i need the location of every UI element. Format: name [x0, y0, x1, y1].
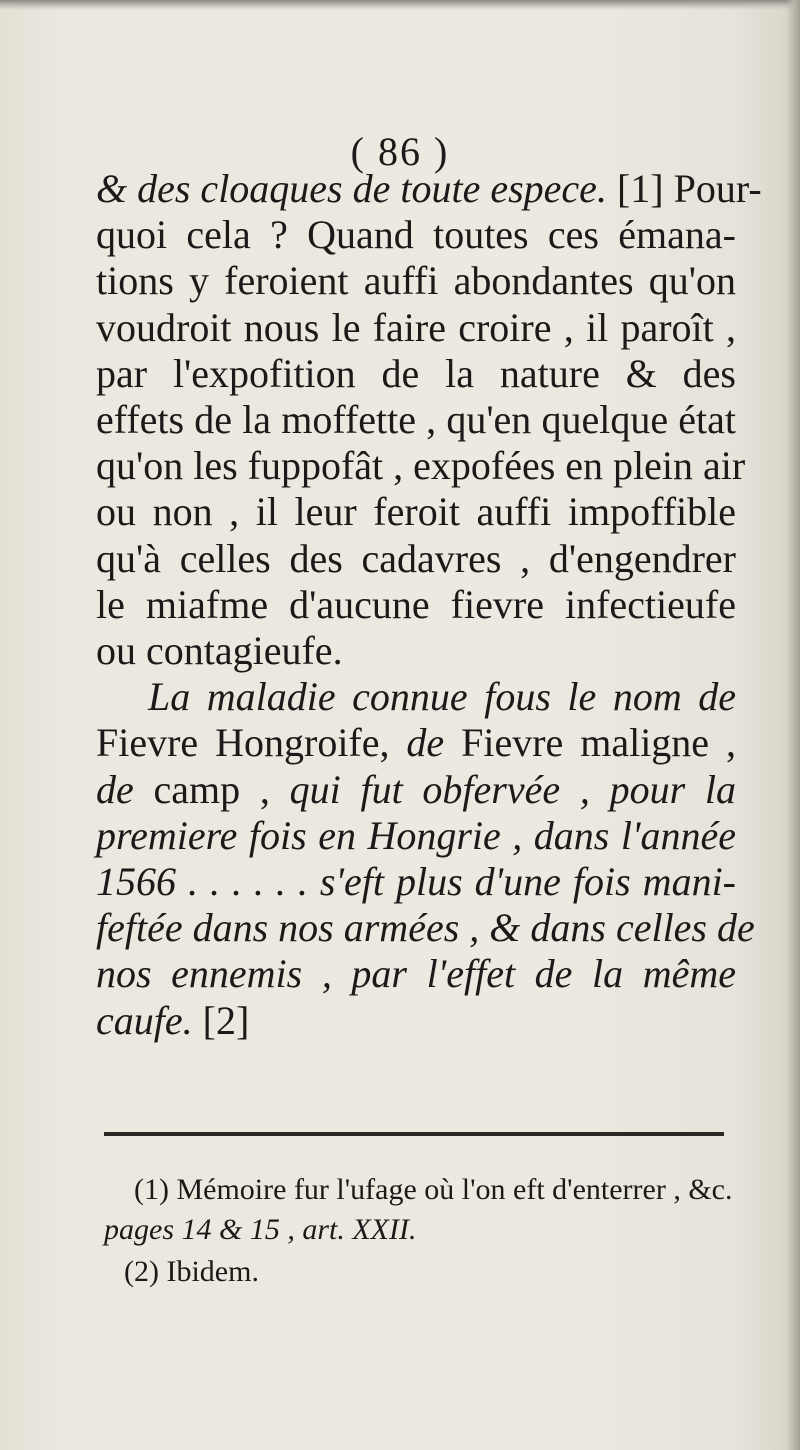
- text-line: [96, 536, 736, 582]
- text-line: [96, 582, 736, 628]
- text-segment: premiere fois en Hongrie , dans l'année: [96, 812, 736, 858]
- text-segment: & des cloaques de toute espece.: [96, 166, 607, 211]
- text-segment: caufe.: [96, 997, 193, 1043]
- text-line: [96, 998, 736, 1044]
- text-segment: [2]: [192, 997, 250, 1043]
- text-segment: 1566 . . . . . . s'eft plus d'une fois mani-: [96, 859, 736, 904]
- text-segment: ou contagieufe.: [96, 628, 343, 673]
- text-segment: par l'expofition de la nature & des: [96, 350, 736, 396]
- text-line: [96, 351, 736, 397]
- text-line: [96, 951, 736, 997]
- text-segment: de: [406, 720, 445, 766]
- page-binding-edge: [786, 0, 800, 1450]
- text-line: [96, 305, 736, 351]
- page-top-shadow: [0, 0, 800, 10]
- text-segment: La maladie connue fous le nom de: [148, 674, 736, 720]
- text-segment: ou non , il leur feroit auffi impoffible: [96, 489, 736, 535]
- text-line: [96, 166, 762, 212]
- page-number: ( 86 ): [350, 129, 450, 174]
- text-line: [96, 443, 746, 489]
- text-line: [96, 813, 736, 859]
- text-line: [96, 212, 736, 258]
- footnote-1-line-1: (1) Mémoire fur l'ufage où l'on eft d'enterrer , &c.: [134, 1173, 733, 1206]
- text-line: [96, 767, 736, 813]
- text-segment: [1] Pour-: [606, 166, 762, 211]
- text-segment: quoi cela ? Quand toutes ces émana-: [96, 212, 736, 258]
- text-line: [96, 859, 736, 905]
- footnote-1-line-2: pages 14 & 15 , art. XXII.: [104, 1213, 417, 1246]
- text-line: [96, 628, 736, 674]
- footnote-2: [124, 1254, 259, 1290]
- footnote-separator-rule: [104, 1132, 724, 1136]
- text-segment: Fievre Hongroife,: [96, 720, 407, 766]
- text-line: [96, 489, 736, 535]
- text-segment: qu'on les fuppofât , expofées en plein air: [96, 443, 746, 489]
- text-segment: tions y feroient auffi abondantes qu'on: [96, 258, 736, 304]
- text-segment: camp ,: [133, 766, 290, 812]
- text-segment: de: [96, 766, 134, 812]
- text-line: [148, 674, 736, 720]
- text-line: [96, 397, 736, 443]
- text-line: [96, 905, 755, 951]
- text-segment: voudroit nous le faire croire , il paroît ,: [96, 304, 736, 350]
- text-line: [96, 258, 736, 304]
- text-segment: nos ennemis , par l'effet de la même: [96, 951, 736, 997]
- text-segment: le miafme d'aucune fievre infectieufe: [96, 581, 736, 627]
- text-segment: qui fut obfervée , pour la: [289, 766, 737, 812]
- text-line: [96, 720, 736, 766]
- footnote-2-text: (2) Ibidem.: [124, 1255, 259, 1288]
- text-segment: Fievre maligne ,: [444, 720, 736, 766]
- text-segment: qu'à celles des cadavres , d'engendrer: [96, 535, 736, 581]
- text-segment: effets de la moffette , qu'en quelque état: [96, 397, 736, 442]
- text-segment: feftée dans nos armées , & dans celles de: [96, 905, 755, 951]
